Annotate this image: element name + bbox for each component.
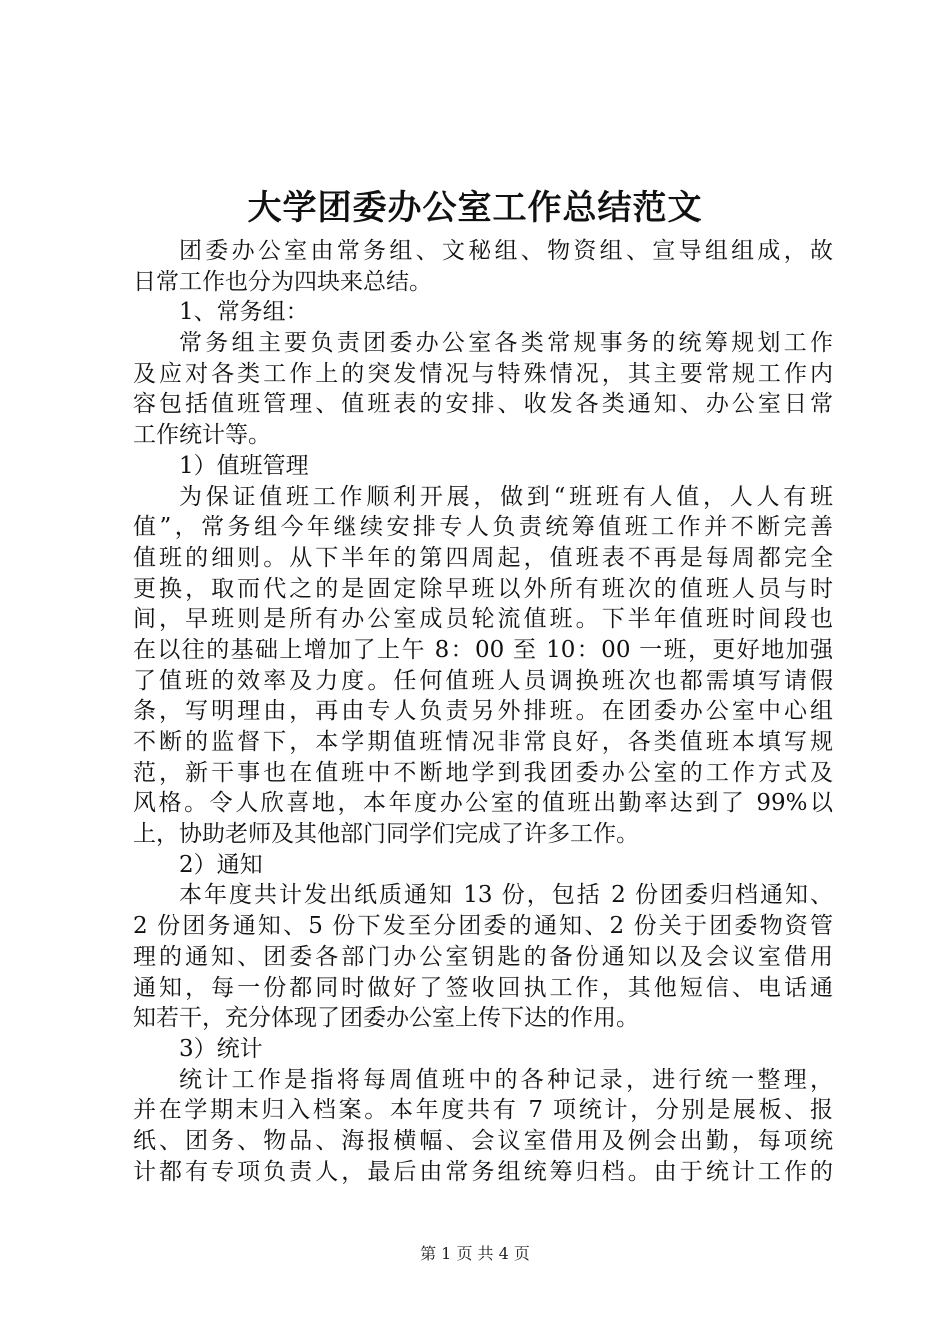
paragraph-line: 为保证值班工作顺利开展，做到“班班有人值，人人有班 [179,483,833,510]
document-title: 大学团委办公室工作总结范文 [247,188,703,228]
document-body [133,236,833,1187]
paragraph-line: 工作统计等。 [133,422,271,449]
paragraph-line: 上，协助老师及其他部门同学们完成了许多工作。 [133,821,639,848]
paragraph-line: 值”，常务组今年继续安排专人负责统筹值班工作并不断完善 [133,514,833,541]
paragraph-line: 团委办公室由常务组、文秘组、物资组、宣导组组成，故 [179,238,833,264]
paragraph-line: 了值班的效率及力度。任何值班人员调换班次也都需填写请假 [133,667,833,694]
paragraph-line: 统计工作是指将每周值班中的各种记录，进行统一整理， [179,1066,833,1093]
paragraph-line: 容包括值班管理、值班表的安排、收发各类通知、办公室日常 [133,391,833,418]
paragraph-line: 值班的细则。从下半年的第四周起，值班表不再是每周都完全 [133,544,833,571]
paragraph-line: 及应对各类工作上的突发情况与特殊情况，其主要常规工作内 [133,360,833,387]
paragraph-line: 条，写明理由，再由专人负责另外排班。在团委办公室中心组 [133,698,833,725]
paragraph-line: 日常工作也分为四块来总结。 [133,268,432,295]
section-heading: 1）值班管理 [179,452,309,479]
paragraph-line: 通知，每一份都同时做好了签收回执工作，其他短信、电话通 [133,974,833,1001]
paragraph-line: 在以往的基础上增加了上午 8：00 至 10：00 一班，更好地加强 [133,636,833,663]
paragraph-line: 并在学期末归入档案。本年度共有 7 项统计，分别是展板、报 [133,1097,833,1124]
paragraph-line: 2 份团务通知、5 份下发至分团委的通知、2 份关于团委物资管 [133,913,833,940]
section-heading: 3）统计 [179,1035,263,1062]
paragraph-line: 范，新干事也在值班中不断地学到我团委办公室的工作方式及 [133,759,833,786]
paragraph-line: 间，早班则是所有办公室成员轮流值班。下半年值班时间段也 [133,606,833,633]
paragraph-line: 知若干，充分体现了团委办公室上传下达的作用。 [133,1005,639,1032]
paragraph-line: 计都有专项负责人，最后由常务组统筹归档。由于统计工作的 [133,1158,833,1185]
page-footer: 第 1 页 共 4 页 [420,1244,530,1263]
paragraph-line: 纸、团务、物品、海报横幅、会议室借用及例会出勤，每项统 [133,1127,833,1154]
paragraph-line: 本年度共计发出纸质通知 13 份，包括 2 份团委归档通知、 [179,882,833,909]
paragraph-line: 更换，取而代之的是固定除早班以外所有班次的值班人员与时 [133,575,833,602]
section-heading: 2）通知 [179,851,263,878]
paragraph-line: 风格。令人欣喜地，本年度办公室的值班出勤率达到了 99%以 [133,790,833,817]
paragraph-line: 理的通知、团委各部门办公室钥匙的备份通知以及会议室借用 [133,943,833,970]
paragraph-line: 常务组主要负责团委办公室各类常规事务的统筹规划工作 [179,330,833,357]
paragraph-line: 不断的监督下，本学期值班情况非常良好，各类值班本填写规 [133,729,833,755]
section-heading: 1、常务组： [179,299,309,326]
